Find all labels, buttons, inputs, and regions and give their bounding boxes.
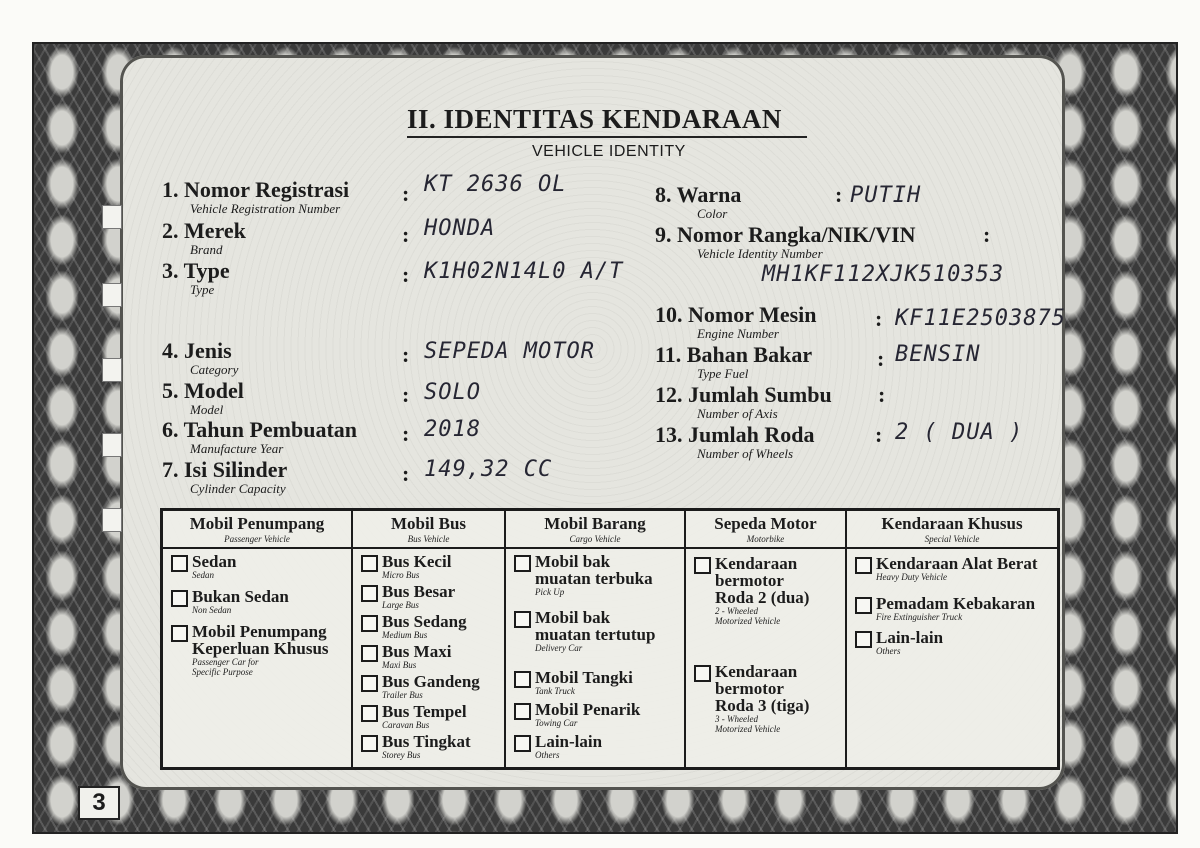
checkbox[interactable] <box>361 555 378 572</box>
field-colon: : <box>402 342 410 367</box>
field-colon: : <box>402 382 410 407</box>
checkbox[interactable] <box>694 665 711 682</box>
option-label: Bus Kecil <box>382 552 452 571</box>
checkbox[interactable] <box>361 645 378 662</box>
option-bus-besar[interactable] <box>361 583 502 610</box>
option-label: Sedan <box>192 552 237 571</box>
checkbox[interactable] <box>361 615 378 632</box>
option-label: Lain-lain <box>535 732 603 751</box>
field-value: 149,32 CC <box>424 457 553 482</box>
page-subtitle: VEHICLE IDENTITY <box>532 143 686 160</box>
option-tank-truck[interactable] <box>514 669 682 696</box>
checkbox[interactable] <box>855 557 872 574</box>
field-label: 3. Type <box>162 258 230 283</box>
category-title: Mobil Penumpang <box>189 514 325 533</box>
category-passenger <box>163 511 353 767</box>
category-cargo <box>506 511 686 767</box>
option-sublabel: Maxi Bus <box>382 660 417 670</box>
field-value: BENSIN <box>895 342 981 367</box>
option-sublabel: Tank Truck <box>535 686 575 696</box>
field-colon: : <box>875 422 883 447</box>
option-bus-kecil[interactable] <box>361 553 502 580</box>
field-sublabel: Cylinder Capacity <box>190 481 286 496</box>
checkbox[interactable] <box>514 735 531 752</box>
field-value: K1H02N14L0 A/T <box>424 259 624 284</box>
field-colon: : <box>402 461 410 486</box>
option-label: Bus Tingkat <box>382 732 471 751</box>
option-label: Kendaraan bermotor Roda 2 (dua) <box>715 554 810 607</box>
field-value: KF11E2503875 <box>895 306 1066 331</box>
option-sublabel: 2 - Wheeled Motorized Vehicle <box>715 606 781 626</box>
option-closed-cargo[interactable] <box>514 609 682 653</box>
option-non-sedan[interactable] <box>171 588 349 615</box>
option-label: Mobil Tangki <box>535 668 633 687</box>
category-subtitle: Passenger Vehicle <box>224 534 290 544</box>
field-sublabel: Engine Number <box>697 326 779 341</box>
field-value: SEPEDA MOTOR <box>424 339 595 364</box>
field-colon: : <box>875 306 883 331</box>
field-sublabel: Type Fuel <box>697 366 749 381</box>
field-sublabel: Brand <box>190 242 223 257</box>
binder-hole <box>102 508 122 532</box>
field-colon: : <box>878 382 886 407</box>
checkbox[interactable] <box>171 555 188 572</box>
option-special-others[interactable] <box>855 629 1055 656</box>
option-label: Bus Tempel <box>382 702 467 721</box>
option-bus-gandeng[interactable] <box>361 673 502 700</box>
checkbox[interactable] <box>694 557 711 574</box>
category-subtitle: Cargo Vehicle <box>569 534 621 544</box>
category-header <box>847 511 1057 549</box>
option-label: Mobil Penumpang Keperluan Khusus <box>192 622 329 658</box>
option-label: Mobil bak muatan tertutup <box>535 608 656 644</box>
field-label: 7. Isi Silinder <box>162 457 288 482</box>
checkbox[interactable] <box>361 735 378 752</box>
field-label: 1. Nomor Registrasi <box>162 177 350 202</box>
field-label: 8. Warna <box>655 182 742 207</box>
category-header <box>506 511 684 549</box>
field-label: 10. Nomor Mesin <box>655 302 817 327</box>
option-sublabel: Pick Up <box>535 587 565 597</box>
option-sedan[interactable] <box>171 553 349 580</box>
category-subtitle: Special Vehicle <box>924 534 980 544</box>
option-sublabel: Micro Bus <box>382 570 420 580</box>
option-heavy-duty[interactable] <box>855 555 1055 582</box>
field-sublabel: Number of Wheels <box>697 446 794 461</box>
field-label: 9. Nomor Rangka/NIK/VIN <box>655 222 916 247</box>
field-colon: : <box>402 181 410 206</box>
option-bus-sedang[interactable] <box>361 613 502 640</box>
category-special <box>847 511 1057 767</box>
vin-value: MH1KF112XJK510353 <box>762 262 1005 287</box>
category-bus <box>353 511 506 767</box>
option-two-wheeled[interactable] <box>694 555 843 626</box>
checkbox[interactable] <box>855 597 872 614</box>
category-motorbike <box>686 511 847 767</box>
category-title: Kendaraan Khusus <box>881 514 1023 533</box>
option-sublabel: Non Sedan <box>192 605 232 615</box>
category-header <box>353 511 504 549</box>
field-label: 4. Jenis <box>162 338 232 363</box>
option-label: Bus Gandeng <box>382 672 480 691</box>
checkbox[interactable] <box>361 705 378 722</box>
option-label: Kendaraan Alat Berat <box>876 554 1038 573</box>
option-cargo-others[interactable] <box>514 733 682 760</box>
option-three-wheeled[interactable] <box>694 663 843 734</box>
option-label: Mobil bak muatan terbuka <box>535 552 653 588</box>
option-label: Bus Besar <box>382 582 456 601</box>
option-sublabel: Others <box>876 646 901 656</box>
field-sublabel: Color <box>697 206 728 221</box>
category-title: Mobil Barang <box>544 514 646 533</box>
category-title: Mobil Bus <box>390 514 467 533</box>
option-sublabel: Storey Bus <box>382 750 421 760</box>
field-value: SOLO <box>424 380 481 405</box>
field-label: 12. Jumlah Sumbu <box>655 382 832 407</box>
binder-hole <box>102 433 122 457</box>
checkbox[interactable] <box>361 675 378 692</box>
option-towing-car[interactable] <box>514 701 682 728</box>
binder-hole <box>102 283 122 307</box>
checkbox[interactable] <box>171 625 188 642</box>
option-sublabel: Trailer Bus <box>382 690 423 700</box>
category-title: Sepeda Motor <box>714 514 817 533</box>
field-value: PUTIH <box>850 183 922 208</box>
option-open-cargo[interactable] <box>514 553 682 597</box>
field-sublabel: Type <box>190 282 215 297</box>
field-colon: : <box>877 346 885 371</box>
option-sublabel: Large Bus <box>382 600 419 610</box>
option-sublabel: Sedan <box>192 570 214 580</box>
field-label: 11. Bahan Bakar <box>655 342 813 367</box>
option-sublabel: Passenger Car for Specific Purpose <box>192 657 259 677</box>
field-label: 2. Merek <box>162 218 246 243</box>
option-sublabel: Towing Car <box>535 718 578 728</box>
field-value: KT 2636 OL <box>424 172 567 197</box>
field-label: 5. Model <box>162 378 244 403</box>
field-colon: : <box>402 222 410 247</box>
option-label: Bukan Sedan <box>192 587 289 606</box>
field-value: 2 ( DUA ) <box>895 420 1024 445</box>
option-sublabel: Medium Bus <box>382 630 428 640</box>
checkbox[interactable] <box>514 555 531 572</box>
field-sublabel: Category <box>190 362 239 377</box>
checkbox[interactable] <box>514 611 531 628</box>
checkbox[interactable] <box>855 631 872 648</box>
option-sublabel: Delivery Car <box>535 643 583 653</box>
option-bus-maxi[interactable] <box>361 643 502 670</box>
option-sublabel: Heavy Duty Vehicle <box>876 572 947 582</box>
category-header <box>163 511 351 549</box>
field-colon: : <box>402 262 410 287</box>
field-value: HONDA <box>424 216 496 241</box>
option-fire-truck[interactable] <box>855 595 1055 622</box>
field-sublabel: Manufacture Year <box>190 441 284 456</box>
field-colon: : <box>402 421 410 446</box>
option-bus-tingkat[interactable] <box>361 733 502 760</box>
category-header <box>686 511 845 549</box>
field-label: 6. Tahun Pembuatan <box>162 417 358 442</box>
page-number: 3 <box>78 786 120 820</box>
option-sublabel: Fire Extinguisher Truck <box>876 612 963 622</box>
field-sublabel: Vehicle Registration Number <box>190 201 341 216</box>
option-label: Mobil Penarik <box>535 700 641 719</box>
option-label: Bus Sedang <box>382 612 467 631</box>
vehicle-category-table <box>160 508 1060 770</box>
option-label: Lain-lain <box>876 628 944 647</box>
binder-hole <box>102 358 122 382</box>
checkbox[interactable] <box>171 590 188 607</box>
option-label: Pemadam Kebakaran <box>876 594 1036 613</box>
option-sublabel: 3 - Wheeled Motorized Vehicle <box>715 714 781 734</box>
field-value: 2018 <box>424 417 481 442</box>
field-colon: : <box>835 182 843 207</box>
field-label: 13. Jumlah Roda <box>655 422 815 447</box>
option-label: Bus Maxi <box>382 642 452 661</box>
field-colon: : <box>983 222 991 247</box>
field-sublabel: Number of Axis <box>697 406 778 421</box>
option-sublabel: Others <box>535 750 560 760</box>
checkbox[interactable] <box>514 703 531 720</box>
field-sublabel: Model <box>190 402 224 417</box>
category-subtitle: Motorbike <box>746 534 785 544</box>
binder-hole <box>102 205 122 229</box>
page-title: II. IDENTITAS KENDARAAN <box>407 104 807 138</box>
category-subtitle: Bus Vehicle <box>407 534 450 544</box>
option-label: Kendaraan bermotor Roda 3 (tiga) <box>715 662 810 715</box>
option-special-purpose[interactable] <box>171 623 349 677</box>
checkbox[interactable] <box>361 585 378 602</box>
option-bus-tempel[interactable] <box>361 703 502 730</box>
option-sublabel: Caravan Bus <box>382 720 430 730</box>
checkbox[interactable] <box>514 671 531 688</box>
field-sublabel: Vehicle Identity Number <box>697 246 823 261</box>
